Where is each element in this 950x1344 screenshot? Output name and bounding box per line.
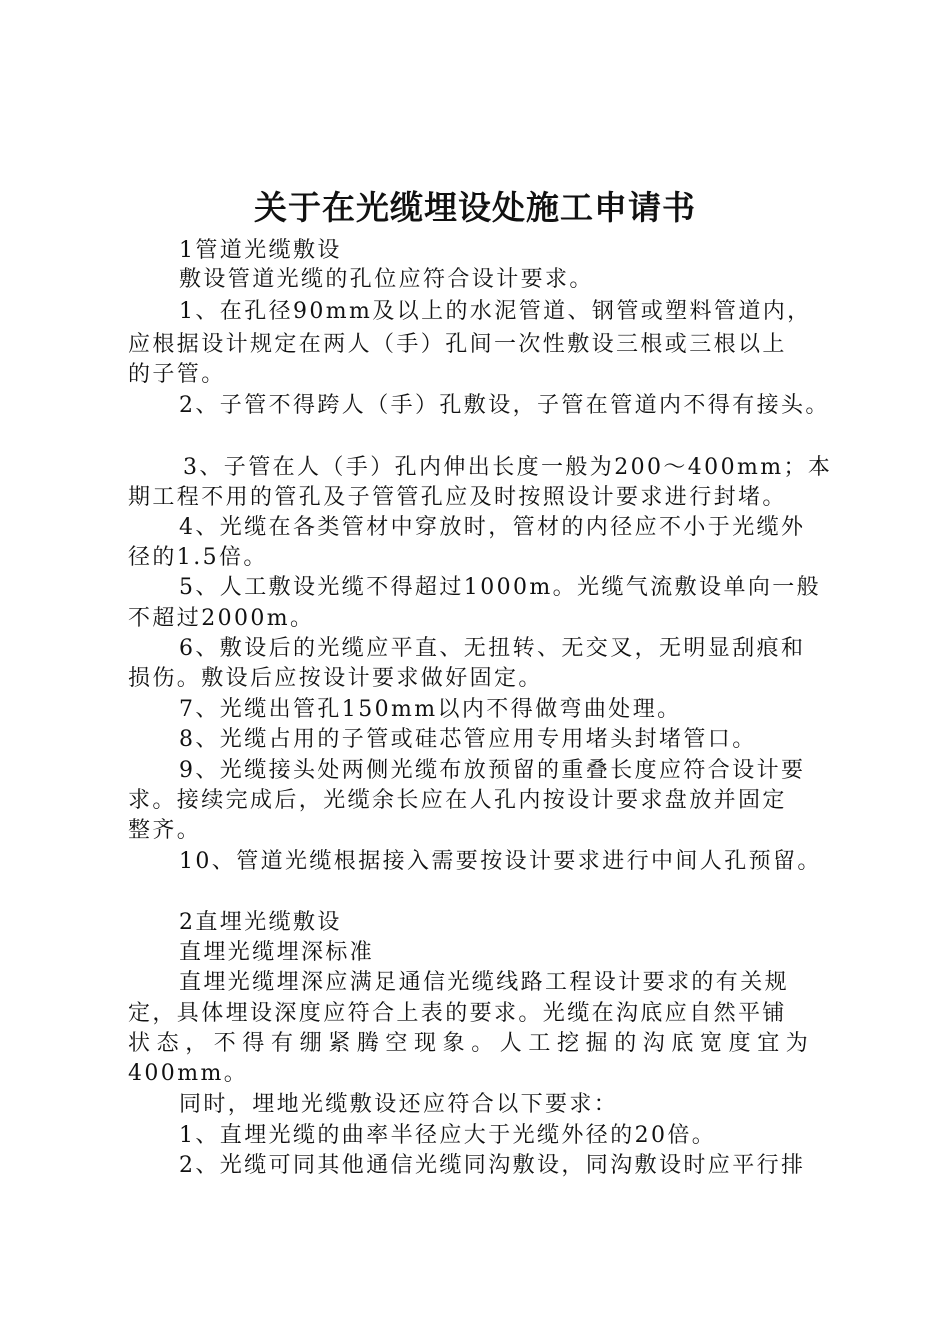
paragraph-line: 求。接续完成后，光缆余长应在人孔内按设计要求盘放并固定 <box>128 788 787 813</box>
paragraph-line: 8、光缆占用的子管或硅芯管应用专用堵头封堵管口。 <box>179 727 757 752</box>
paragraph-line: 径的1.5倍。 <box>128 545 268 570</box>
paragraph-line: 6、敷设后的光缆应平直、无扭转、无交叉，无明显刮痕和 <box>179 636 806 661</box>
paragraph-line: 400mm。 <box>128 1061 249 1086</box>
paragraph-line: 整齐。 <box>128 818 202 843</box>
paragraph-line: 7、光缆出管孔150mm以内不得做弯曲处理。 <box>179 697 682 722</box>
document-title: 关于在光缆埋设处施工申请书 <box>254 188 696 227</box>
paragraph-line: 2、子管不得跨人（手）孔敷设，子管在管道内不得有接头。 <box>179 393 830 418</box>
paragraph-line: 2、光缆可同其他通信光缆同沟敷设，同沟敷设时应平行排 <box>179 1153 806 1178</box>
section-heading: 2直埋光缆敷设 <box>179 910 342 935</box>
paragraph-line: 1、在孔径90mm及以上的水泥管道、钢管或塑料管道内， <box>179 299 812 324</box>
paragraph-line: 状态，不得有绷紧腾空现象。人工挖掘的沟底宽度宜为 <box>128 1031 815 1056</box>
paragraph-line: 定，具体埋设深度应符合上表的要求。光缆在沟底应自然平铺 <box>128 1001 787 1026</box>
paragraph-line: 10、管道光缆根据接入需要按设计要求进行中间人孔预留。 <box>179 849 822 874</box>
paragraph-line: 9、光缆接头处两侧光缆布放预留的重叠长度应符合设计要 <box>179 758 806 783</box>
paragraph-line: 期工程不用的管孔及子管管孔应及时按照设计要求进行封堵。 <box>128 485 787 510</box>
paragraph-line: 1、直埋光缆的曲率半径应大于光缆外径的20倍。 <box>179 1123 717 1148</box>
section-heading: 1管道光缆敷设 <box>179 238 342 263</box>
paragraph-line: 不超过2000m。 <box>128 606 315 631</box>
paragraph-line: 同时，埋地光缆敷设还应符合以下要求： <box>179 1092 619 1117</box>
paragraph-line: 3、子管在人（手）孔内伸出长度一般为200～400mm；本 <box>183 455 833 480</box>
paragraph-line: 直埋光缆埋深标准 <box>179 940 375 965</box>
paragraph-line: 直埋光缆埋深应满足通信光缆线路工程设计要求的有关规 <box>179 970 790 995</box>
paragraph-line: 4、光缆在各类管材中穿放时，管材的内径应不小于光缆外 <box>179 515 806 540</box>
paragraph-line: 应根据设计规定在两人（手）孔间一次性敷设三根或三根以上 <box>128 332 787 357</box>
paragraph-line: 敷设管道光缆的孔位应符合设计要求。 <box>179 267 594 292</box>
paragraph-line: 的子管。 <box>128 362 226 387</box>
paragraph-line: 5、人工敷设光缆不得超过1000m。光缆气流敷设单向一般 <box>179 575 822 600</box>
paragraph-line: 损伤。敷设后应按设计要求做好固定。 <box>128 666 543 691</box>
